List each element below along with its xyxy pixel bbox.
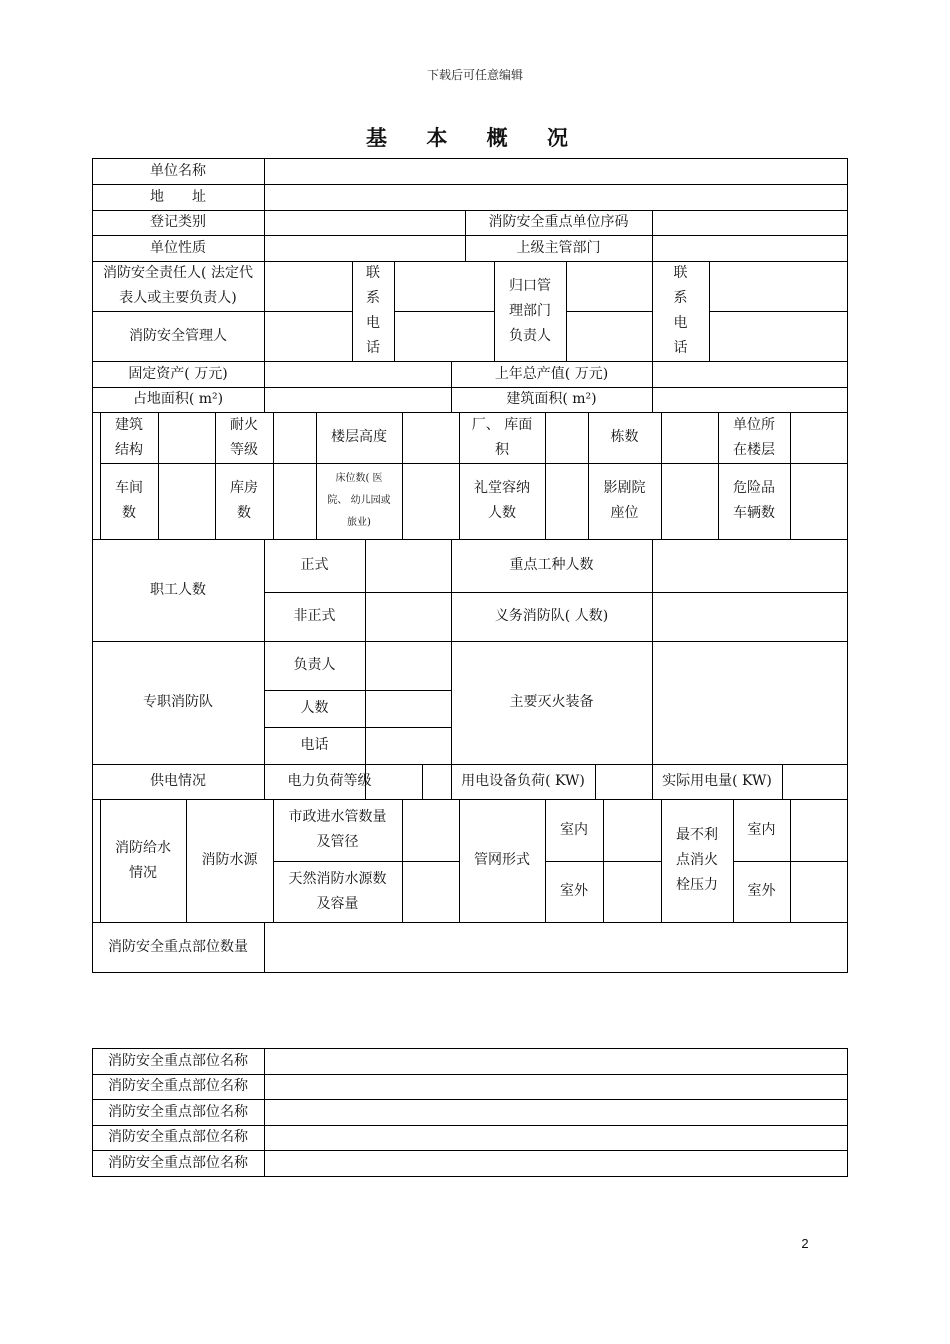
- team-phone-field[interactable]: [365, 727, 451, 764]
- table-rule: [92, 1176, 848, 1177]
- label-water-supply: 消防给水 情况: [115, 839, 171, 881]
- label-contact-phone-1: 联 系 电 话: [366, 265, 380, 356]
- label-fixed-assets: 固定资产( 万元): [128, 365, 228, 382]
- label-warehouse-area: 厂、 库面 积: [471, 416, 533, 458]
- label-actual-power: 实际用电量( KW): [662, 773, 772, 789]
- key-part-name-label: 消防安全重点部位名称: [108, 1103, 248, 1120]
- fixed-assets-field[interactable]: [264, 361, 451, 387]
- warehouse-area-field[interactable]: [545, 412, 588, 463]
- unit-name-field[interactable]: [264, 158, 847, 184]
- key-part-name-label: 消防安全重点部位名称: [108, 1078, 248, 1094]
- reg-type-field[interactable]: [264, 210, 465, 235]
- actual-power-field[interactable]: [782, 764, 847, 799]
- label-team-size: 人数: [300, 700, 329, 716]
- label-fire-rating: 耐火 等级: [230, 416, 258, 458]
- pressure-indoor-field[interactable]: [790, 799, 847, 861]
- label-power-load-grade: 电力负荷等级: [287, 773, 372, 789]
- responsible-person-field[interactable]: [264, 261, 352, 311]
- unit-floor-field[interactable]: [790, 412, 847, 463]
- key-unit-code-field[interactable]: [652, 210, 847, 235]
- label-municipal-pipes: 市政进水管数量 及管径: [288, 809, 387, 850]
- label-unit-nature: 单位性质: [150, 239, 206, 256]
- label-water-source: 消防水源: [201, 852, 258, 868]
- dept-head-field[interactable]: [566, 261, 652, 311]
- workshop-count-field[interactable]: [158, 463, 215, 539]
- last-year-output-field[interactable]: [652, 361, 847, 387]
- key-part-name-field[interactable]: [264, 1048, 847, 1074]
- label-key-parts-count: 消防安全重点部位数量: [108, 938, 248, 955]
- label-bed-count: 床位数( 医 院、 幼儿园或 旅业): [327, 473, 391, 528]
- bed-count-field[interactable]: [402, 463, 459, 539]
- label-main-equipment: 主要灭火装备: [509, 694, 594, 710]
- label-last-year-output: 上年总产值( 万元): [494, 365, 609, 382]
- label-contact-phone-2: 联 系 电 话: [673, 265, 688, 356]
- power-load-grade-field[interactable]: [395, 764, 451, 799]
- label-formal: 正式: [300, 557, 329, 573]
- label-worst-pressure: 最不利 点消火 栓压力: [676, 827, 718, 893]
- label-theater-seats: 影剧院 座位: [603, 480, 646, 521]
- label-floor-height: 楼层高度: [331, 429, 387, 445]
- label-responsible-person: 消防安全责任人( 法定代表人或主要负责人): [103, 265, 253, 306]
- equipment-load-field[interactable]: [595, 764, 652, 799]
- team-size-field[interactable]: [365, 690, 451, 727]
- label-power-supply: 供电情况: [150, 773, 206, 789]
- label-hall-capacity: 礼堂容纳 人数: [474, 480, 530, 521]
- responsible-phone-field[interactable]: [394, 261, 494, 311]
- label-superior-dept: 上级主管部门: [516, 239, 601, 256]
- label-team-phone: 电话: [300, 737, 329, 753]
- storehouse-count-field[interactable]: [273, 463, 316, 539]
- fire-rating-field[interactable]: [273, 412, 316, 463]
- pressure-outdoor-field[interactable]: [790, 861, 847, 922]
- address-field[interactable]: [264, 184, 847, 210]
- pipe-outdoor-field[interactable]: [603, 861, 661, 922]
- dept-manager-phone-field[interactable]: [709, 311, 847, 361]
- informal-staff-field[interactable]: [365, 592, 451, 641]
- label-outdoor-2: 室外: [747, 883, 776, 899]
- key-part-name-label: 消防安全重点部位名称: [108, 1052, 248, 1069]
- superior-dept-field[interactable]: [652, 235, 847, 261]
- page-title: 基 本 概 况: [366, 125, 584, 150]
- label-building-area: 建筑面积( m²): [506, 391, 597, 407]
- label-indoor-2: 室内: [747, 821, 776, 838]
- pipe-indoor-field[interactable]: [603, 799, 661, 861]
- key-part-name-label: 消防安全重点部位名称: [108, 1154, 248, 1171]
- label-unit-floor: 单位所 在楼层: [733, 416, 775, 458]
- key-part-name-field[interactable]: [264, 1099, 847, 1125]
- label-building-structure: 建筑 结构: [115, 416, 143, 458]
- dept-manager-field[interactable]: [566, 311, 652, 361]
- table-rule: [847, 158, 848, 973]
- label-key-unit-code: 消防安全重点单位序码: [488, 214, 629, 230]
- hall-capacity-field[interactable]: [545, 463, 588, 539]
- label-hazmat-vehicles: 危险品 车辆数: [733, 480, 775, 521]
- label-workshop-count: 车间 数: [115, 480, 143, 521]
- label-safety-manager: 消防安全管理人: [129, 327, 227, 344]
- safety-manager-field[interactable]: [264, 311, 352, 361]
- team-leader-field[interactable]: [365, 641, 451, 690]
- label-dept-head: 归口管 理部门 负责人: [509, 277, 551, 344]
- unit-nature-field[interactable]: [264, 235, 465, 261]
- building-count-field[interactable]: [661, 412, 718, 463]
- building-area-field[interactable]: [652, 387, 847, 412]
- label-key-job-staff: 重点工种人数: [509, 557, 594, 573]
- page-header: 下载后可任意编辑: [426, 68, 523, 82]
- floor-height-field[interactable]: [402, 412, 459, 463]
- key-part-name-field[interactable]: [264, 1125, 847, 1150]
- municipal-pipes-field[interactable]: [402, 799, 459, 861]
- main-equipment-field[interactable]: [652, 641, 847, 764]
- label-team-leader: 负责人: [293, 657, 336, 673]
- label-storehouse-count: 库房 数: [230, 480, 258, 521]
- label-unit-name: 单位名称: [150, 162, 206, 179]
- dept-head-phone-field[interactable]: [709, 261, 847, 311]
- natural-source-field[interactable]: [402, 861, 459, 922]
- label-equipment-load: 用电设备负荷( KW): [461, 773, 585, 789]
- label-volunteer-team: 义务消防队( 人数): [494, 608, 609, 624]
- building-structure-field[interactable]: [158, 412, 215, 463]
- key-part-name-field[interactable]: [264, 1074, 847, 1099]
- volunteer-team-field[interactable]: [652, 592, 847, 641]
- label-indoor-1: 室内: [560, 821, 588, 838]
- label-outdoor-1: 室外: [560, 883, 588, 899]
- page-number: 2: [801, 1236, 809, 1251]
- label-address: 地 址: [150, 188, 206, 205]
- key-job-staff-field[interactable]: [652, 539, 847, 592]
- label-reg-type: 登记类别: [150, 214, 206, 230]
- key-parts-count-field[interactable]: [264, 922, 847, 972]
- formal-staff-field[interactable]: [365, 539, 451, 592]
- key-part-name-label: 消防安全重点部位名称: [108, 1129, 248, 1145]
- label-fulltime-team: 专职消防队: [143, 694, 213, 710]
- label-informal: 非正式: [293, 608, 336, 624]
- label-natural-source: 天然消防水源数 及容量: [288, 870, 387, 912]
- label-staff-count: 职工人数: [150, 581, 206, 598]
- table-rule: [92, 972, 848, 973]
- key-part-name-field[interactable]: [264, 1150, 847, 1176]
- label-land-area: 占地面积( m²): [132, 391, 224, 407]
- safety-manager-phone-field[interactable]: [394, 311, 494, 361]
- hazmat-vehicles-field[interactable]: [790, 463, 847, 539]
- theater-seats-field[interactable]: [661, 463, 718, 539]
- land-area-field[interactable]: [264, 387, 451, 412]
- label-pipe-form: 管网形式: [474, 852, 530, 868]
- label-building-count: 栋数: [610, 429, 639, 445]
- table-rule: [847, 1048, 848, 1177]
